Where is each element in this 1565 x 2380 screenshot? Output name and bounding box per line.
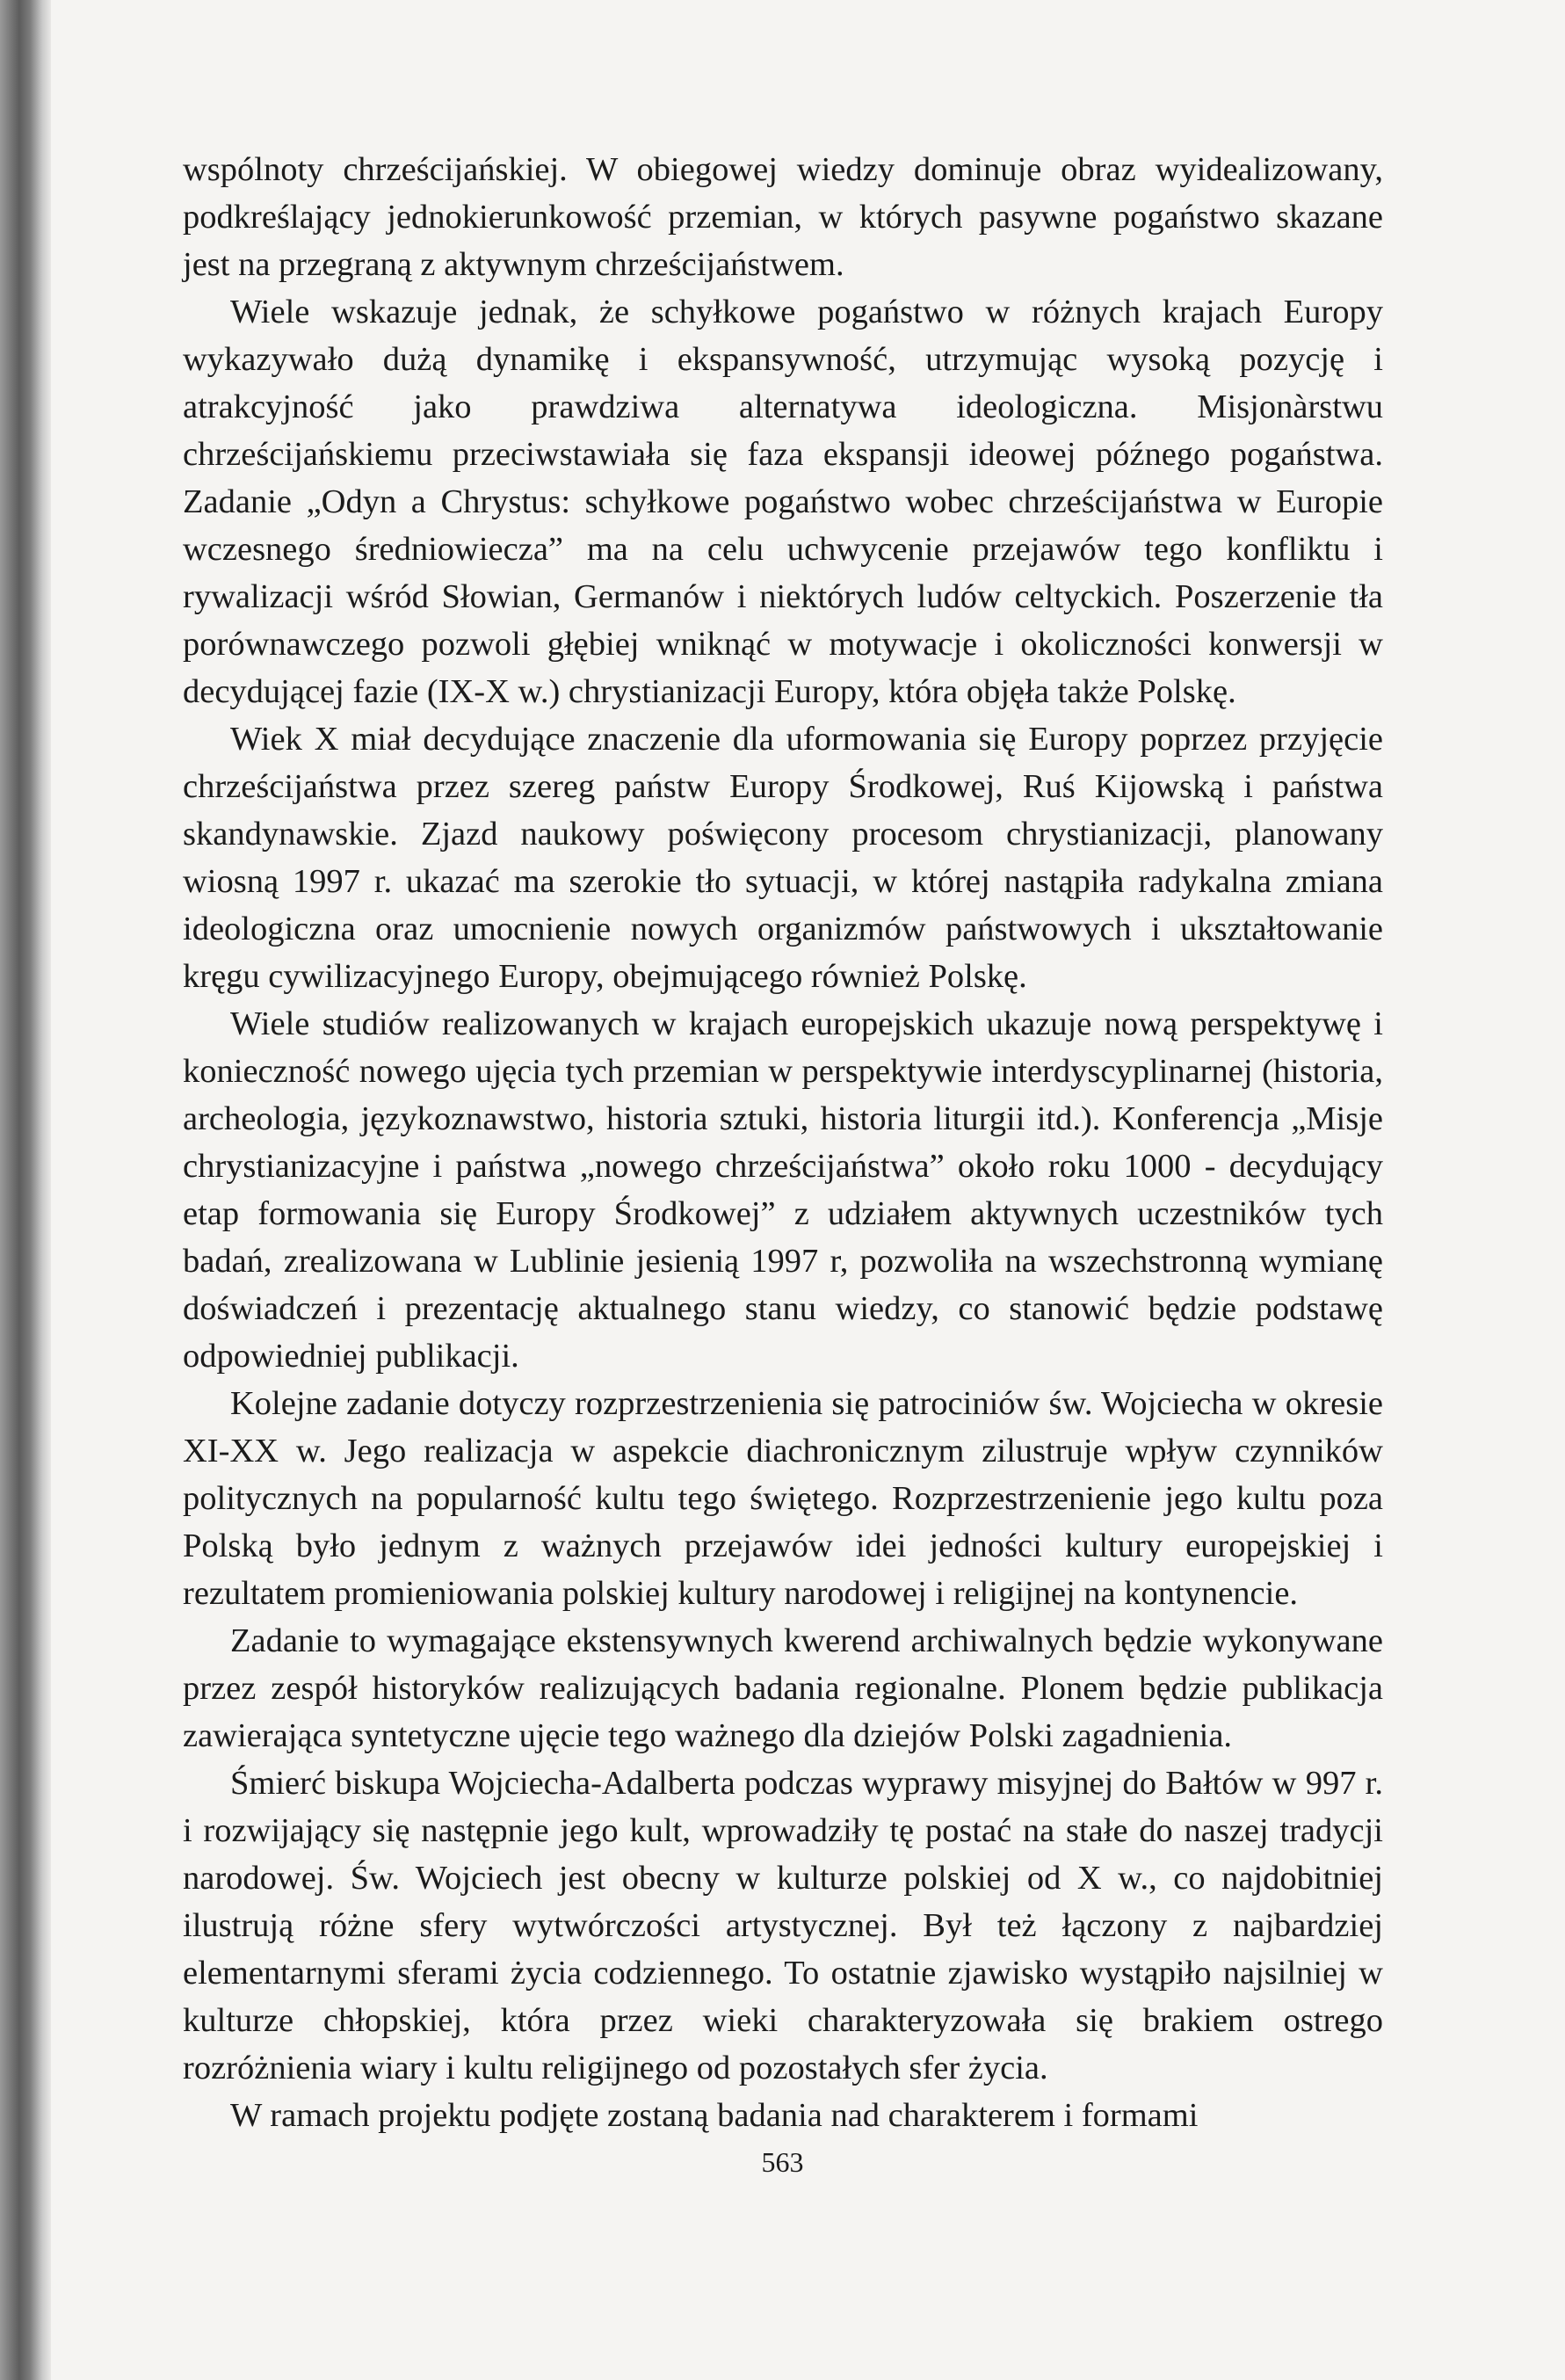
page-number: 563 [761, 2146, 804, 2178]
paragraph: Wiek X miał decydujące znaczenie dla uformowania się Europy poprzez przyjęcie chrześcijaństwa przez szereg państw Europy Środkowej, Ruś Kijowską i państwa skandynawskie. Zjazd naukowy poświęcony procesom chrystianizacji, planowany wiosną 1997 r. ukazać ma szerokie tło sytuacji, w której nastąpiła radykalna zmiana ideologiczna oraz umocnienie nowych organizmów państwowych i ukształtowanie kręgu cywilizacyjnego Europy, obejmującego również Polskę. [183, 721, 1383, 995]
paragraph: Wiele wskazuje jednak, że schyłkowe pogaństwo w różnych krajach Europy wykazywało dużą dynamikę i ekspansywność, utrzymując wysoką pozycję i atrakcyjność jako prawdziwa alternatywa ideologiczna. Misjonàrstwu chrześcijańskiemu przeciwstawiała się faza ekspansji ideowej późnego pogaństwa. Zadanie „Odyn a Chrystus: schyłkowe pogaństwo wobec chrześcijaństwa w Europie wczesnego średniowiecza” ma na celu uchwycenie przejawów tego konfliktu i rywalizacji wśród Słowian, Germanów i niektórych ludów celtyckich. Poszerzenie tła porównawczego pozwoli głębiej wniknąć w motywacje i okoliczności konwersji w decydującej fazie (IX-X w.) chrystianizacji Europy, która objęła także Polskę. [183, 294, 1383, 710]
scan-binding-shadow [0, 0, 51, 2380]
paragraph: W ramach projektu podjęte zostaną badania nad charakterem i formami [230, 2097, 1199, 2134]
paragraph: Śmierć biskupa Wojciecha-Adalberta podczas wyprawy misyjnej do Bałtów w 997 r. i rozwijający się następnie jego kult, wprowadziły tę postać na stałe do naszej tradycji narodowej. Św. Wojciech jest obecny w kulturze polskiej od X w., co najdobitniej ilustrują różne sfery wytwórczości artystycznej. Był też łączony z najbardziej elementarnymi sferami życia codziennego. To ostatnie zjawisko wystąpiło najsilniej w kulturze chłopskiej, która przez wieki charakteryzowała się brakiem ostrego rozróżnienia wiary i kultu religijnego od pozostałych sfer życia. [183, 1765, 1383, 2086]
paragraph: Kolejne zadanie dotyczy rozprzestrzenienia się patrociniów św. Wojciecha w okresie XI-XX w. Jego realizacja w aspekcie diachronicznym zilustruje wpływ czynników politycznych na popularność kultu tego świętego. Rozprzestrzenienie jego kultu poza Polską było jednym z ważnych przejawów idei jedności kultury europejskiej i rezultatem promieniowania polskiej kultury narodowej i religijnej na kontynencie. [183, 1385, 1383, 1612]
paragraph: Zadanie to wymagające ekstensywnych kwerend archiwalnych będzie wykonywane przez zespół historyków realizujących badania regionalne. Plonem będzie publikacja zawierająca syntetyczne ujęcie tego ważnego dla dziejów Polski zagadnienia. [183, 1622, 1383, 1754]
paragraph: Wiele studiów realizowanych w krajach europejskich ukazuje nową perspektywę i konieczność nowego ujęcia tych przemian w perspektywie interdyscyplinarnej (historia, archeologia, językoznawstwo, historia sztuki, historia liturgii itd.). Konferencja „Misje chrystianizacyjne i państwa „nowego chrześcijaństwa” około roku 1000 - decydujący etap formowania się Europy Środkowej” z udziałem aktywnych uczestników tych badań, zrealizowana w Lublinie jesienią 1997 r, pozwoliła na wszechstronną wymianę doświadczeń i prezentację aktualnego stanu wiedzy, co stanowić będzie podstawę odpowiedniej publikacji. [183, 1005, 1383, 1375]
body-text [183, 146, 1383, 2139]
paragraph-continued: wspólnoty chrześcijańskiej. W obiegowej wiedzy dominuje obraz wyidealizowany, podkreślający jednokierunkowość przemian, w których pasywne pogaństwo skazane jest na przegraną z aktywnym chrześcijaństwem. [183, 151, 1383, 283]
